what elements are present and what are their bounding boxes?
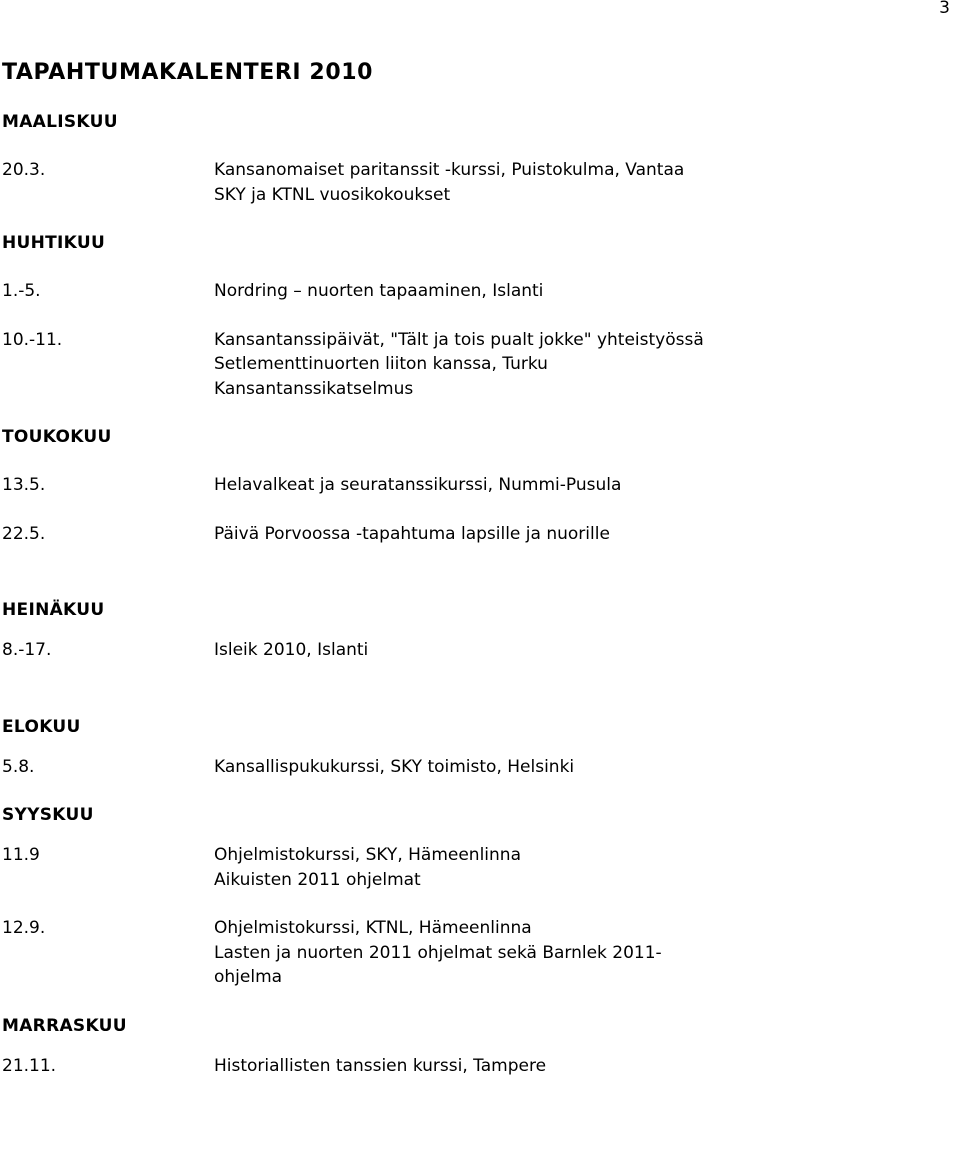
event-line: Ohjelmistokurssi, KTNL, Hämeenlinna (214, 918, 532, 938)
event-line: Ohjelmistokurssi, SKY, Hämeenlinna (214, 845, 521, 865)
event-date: 12.9. (2, 918, 46, 938)
event-line: SKY ja KTNL vuosikokoukset (214, 184, 451, 205)
event-line: Kansallispukukurssi, SKY toimisto, Helsinki (214, 756, 575, 777)
event-description (214, 1054, 952, 1079)
event-row (2, 522, 952, 547)
event-date: 13.5. (2, 475, 46, 495)
event-line: Isleik 2010, Islanti (214, 640, 369, 660)
event-row (2, 843, 952, 892)
event-line: Setlementtinuorten liiton kanssa, Turku (214, 354, 548, 374)
event-row (2, 279, 952, 304)
event-date: 8.-17. (2, 640, 52, 660)
event-line: Helavalkeat ja seuratanssikurssi, Nummi-Pusula (214, 475, 622, 495)
event-row (2, 755, 952, 780)
month-heading: MARRASKUU (2, 1015, 127, 1036)
event-description (214, 843, 952, 892)
month-heading: ELOKUU (2, 716, 81, 737)
page-number: 3 (939, 0, 950, 18)
event-date: 1.-5. (2, 281, 41, 301)
event-line: Aikuisten 2011 ohjelmat (214, 869, 421, 890)
event-description (214, 473, 952, 498)
event-description (214, 916, 952, 990)
event-line: ohjelma (214, 967, 283, 987)
event-row (2, 1054, 952, 1079)
event-description (214, 279, 952, 304)
page-title: TAPAHTUMAKALENTERI 2010 (2, 60, 374, 85)
event-line: Lasten ja nuorten 2011 ohjelmat sekä Barnlek 2011- (214, 942, 662, 963)
event-date: 20.3. (2, 160, 46, 180)
event-row (2, 473, 952, 498)
event-row (2, 916, 952, 990)
month-heading: SYYSKUU (2, 805, 94, 825)
event-line: Historiallisten tanssien kurssi, Tampere (214, 1055, 547, 1076)
event-date: 22.5. (2, 523, 46, 544)
event-line: Kansanomaiset paritanssit -kurssi, Puistokulma, Vantaa (214, 160, 685, 180)
event-description (214, 522, 952, 547)
event-line: Kansantanssipäivät, "Tält ja tois pualt jokke" yhteistyössä (214, 329, 704, 350)
event-row (2, 158, 952, 207)
event-date: 11.9 (2, 845, 40, 865)
event-line: Kansantanssikatselmus (214, 378, 414, 399)
event-date: 5.8. (2, 756, 35, 777)
month-heading: HEINÄKUU (2, 600, 105, 620)
month-heading: MAALISKUU (2, 112, 118, 132)
month-heading: HUHTIKUU (2, 233, 106, 253)
event-date: 10.-11. (2, 329, 63, 350)
month-heading: TOUKOKUU (2, 427, 112, 447)
event-description (214, 328, 952, 402)
event-line: Nordring – nuorten tapaaminen, Islanti (214, 281, 544, 301)
event-description (214, 755, 952, 780)
event-line: Päivä Porvoossa -tapahtuma lapsille ja nuorille (214, 523, 610, 544)
event-date: 21.11. (2, 1055, 57, 1076)
event-calendar (2, 58, 952, 1102)
event-row (2, 638, 952, 663)
event-row (2, 328, 952, 402)
event-description (214, 158, 952, 207)
event-description (214, 638, 952, 663)
